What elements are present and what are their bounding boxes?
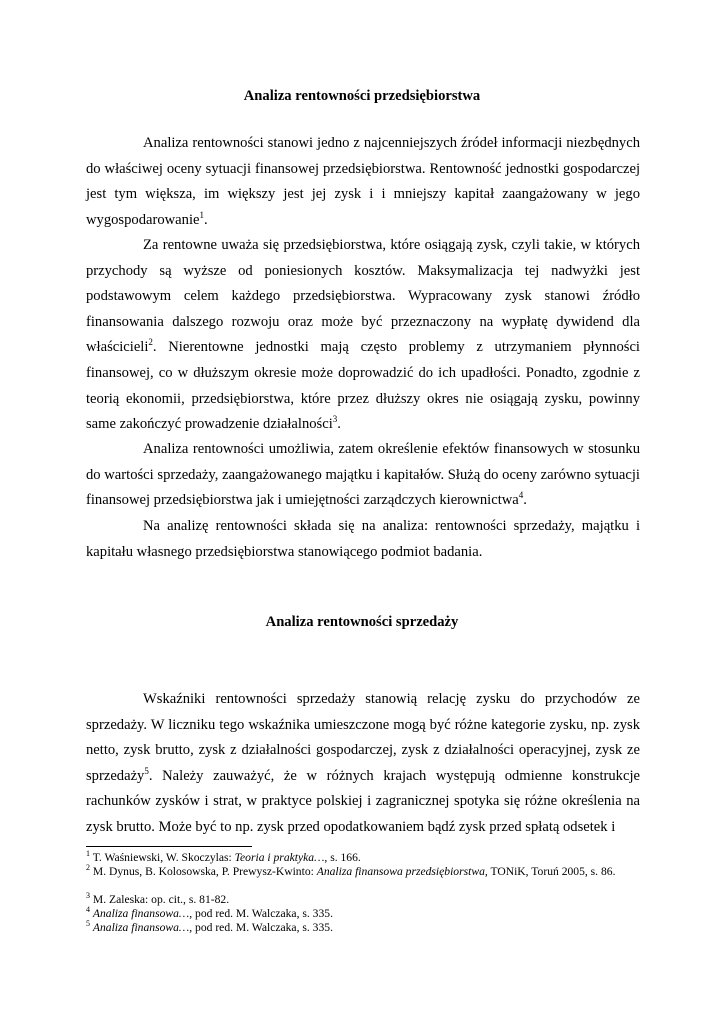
footnote-number: 4 xyxy=(86,905,90,915)
paragraph-2-text: Za rentowne uważa się przedsiębiorstwa, które osiągają zysk, czyli takie, w których przychody są wyższe od poniesionych kosztów. Maksymalizacja tej nadwyżki jest podstawowym celem każdego przedsiębiorstwa. Wypracowany zysk stanowi źródło finansowania dalszego rozwoju oraz może być przeznaczony na wypłatę dywidend dla właścicieli xyxy=(86,237,640,356)
section-heading-sprzedaz: Analiza rentowności sprzedaży xyxy=(265,614,459,630)
paragraph-4-text: Na analizę rentowności składa się na analiza: rentowności sprzedaży, majątku i kapitału własnego przedsiębiorstwa stanowiącego podmiot badania. xyxy=(86,518,640,560)
footnote-text: M. Dynus, B. Kolosowska, P. Prewysz-Kwinto: xyxy=(92,865,317,878)
paragraph-2-text-cont: . Nierentowne jednostki mają często problemy z utrzymaniem płynności finansowej, co w dłuższym okresie może doprowadzić do ich upadłości. Ponadto, zgodnie z teorią ekonomii, przedsiębiorstwa, które przez dłuższy okres nie osiągają zysku, powinny same zakończyć prowadzenie działalności xyxy=(86,339,640,433)
footnote-ref-5: 5 xyxy=(144,765,149,776)
footnote-ref-3: 3 xyxy=(332,414,338,425)
paragraph-5 xyxy=(86,687,640,841)
footnote-text-end: pod red. M. Walczaka, s. 335. xyxy=(192,907,333,920)
footnote-number: 2 xyxy=(86,863,90,873)
footnote-number: 5 xyxy=(86,919,90,929)
footnote-text: M. Zaleska: op. cit., s. 81-82. xyxy=(92,893,230,906)
footnote-text-end: , s. 166. xyxy=(324,851,361,864)
footnote-ref-4: 4 xyxy=(518,490,524,501)
footnote-ref-1: 1 xyxy=(199,209,204,220)
footnote-text-end: TONiK, Toruń 2005, s. 86. xyxy=(487,865,616,878)
footnote-text: T. Waśniewski, W. Skoczylas: xyxy=(92,851,235,864)
paragraph-2 xyxy=(86,233,640,438)
paragraph-1 xyxy=(86,131,640,233)
footnote-2 xyxy=(86,863,640,878)
paragraph-5-text: Wskaźniki rentowności sprzedaży stanowią relację zysku do przychodów ze sprzedaży. W liczniku tego wskaźnika umieszczone mogą być różne kategorie zysku, np. zysk netto, zysk brutto, zysk z działalności gospodarczej, zysk z działalności operacyjnej, zysk ze sprzedaży xyxy=(86,691,640,784)
section-heading-rentownosc: Analiza rentowności przedsiębiorstwa xyxy=(243,88,481,104)
footnote-title: Analiza finansowa…, xyxy=(92,907,193,920)
footnote-1 xyxy=(86,849,640,864)
footnote-title: Analiza finansowa…, xyxy=(92,921,193,934)
paragraph-5-text-cont: . Należy zauważyć, że w różnych krajach występują odmienne konstrukcje rachunków zysków i strat, w praktyce polskiej i zagranicznej spotyka się różne określenia na zysk brutto. Może być to np. zysk przed opodatkowaniem bądź zysk przed spłatą odsetek i xyxy=(86,767,640,835)
paragraph-3-text: Analiza rentowności umożliwia, zatem określenie efektów finansowych w stosunku do wartości sprzedaży, zaangażowanego majątku i kapitałów. Służą do oceny zarówno sytuacji finansowej przedsiębiorstwa jak i umiejętności zarządczych kierownictwa xyxy=(86,441,640,509)
paragraph-3 xyxy=(86,437,640,514)
footnote-title: Analiza finansowa przedsiębiorstwa, xyxy=(316,865,488,878)
footnote-4 xyxy=(86,905,640,920)
paragraph-1-end: . xyxy=(203,211,208,228)
footnote-number: 3 xyxy=(86,891,90,901)
footnote-text-end: pod red. M. Walczaka, s. 335. xyxy=(192,921,333,934)
paragraph-4 xyxy=(86,514,640,565)
footnote-ref-2: 2 xyxy=(148,337,153,348)
footnote-title: Teoria i praktyka… xyxy=(234,851,325,864)
paragraph-1-text: Analiza rentowności stanowi jedno z najcenniejszych źródeł informacji niezbędnych do właściwej oceny sytuacji finansowej przedsiębiorstwa. Rentowność jednostki gospodarczej jest tym większa, im większy jest jej zysk i i mniejszy kapitał zaangażowany w jego wygospodarowanie xyxy=(86,135,640,228)
footnote-3 xyxy=(86,891,640,906)
paragraph-3-end: . xyxy=(523,492,527,509)
paragraph-2-end: . xyxy=(337,416,341,433)
footnote-5 xyxy=(86,919,640,934)
footnote-separator xyxy=(86,846,252,847)
footnote-number: 1 xyxy=(86,849,90,859)
